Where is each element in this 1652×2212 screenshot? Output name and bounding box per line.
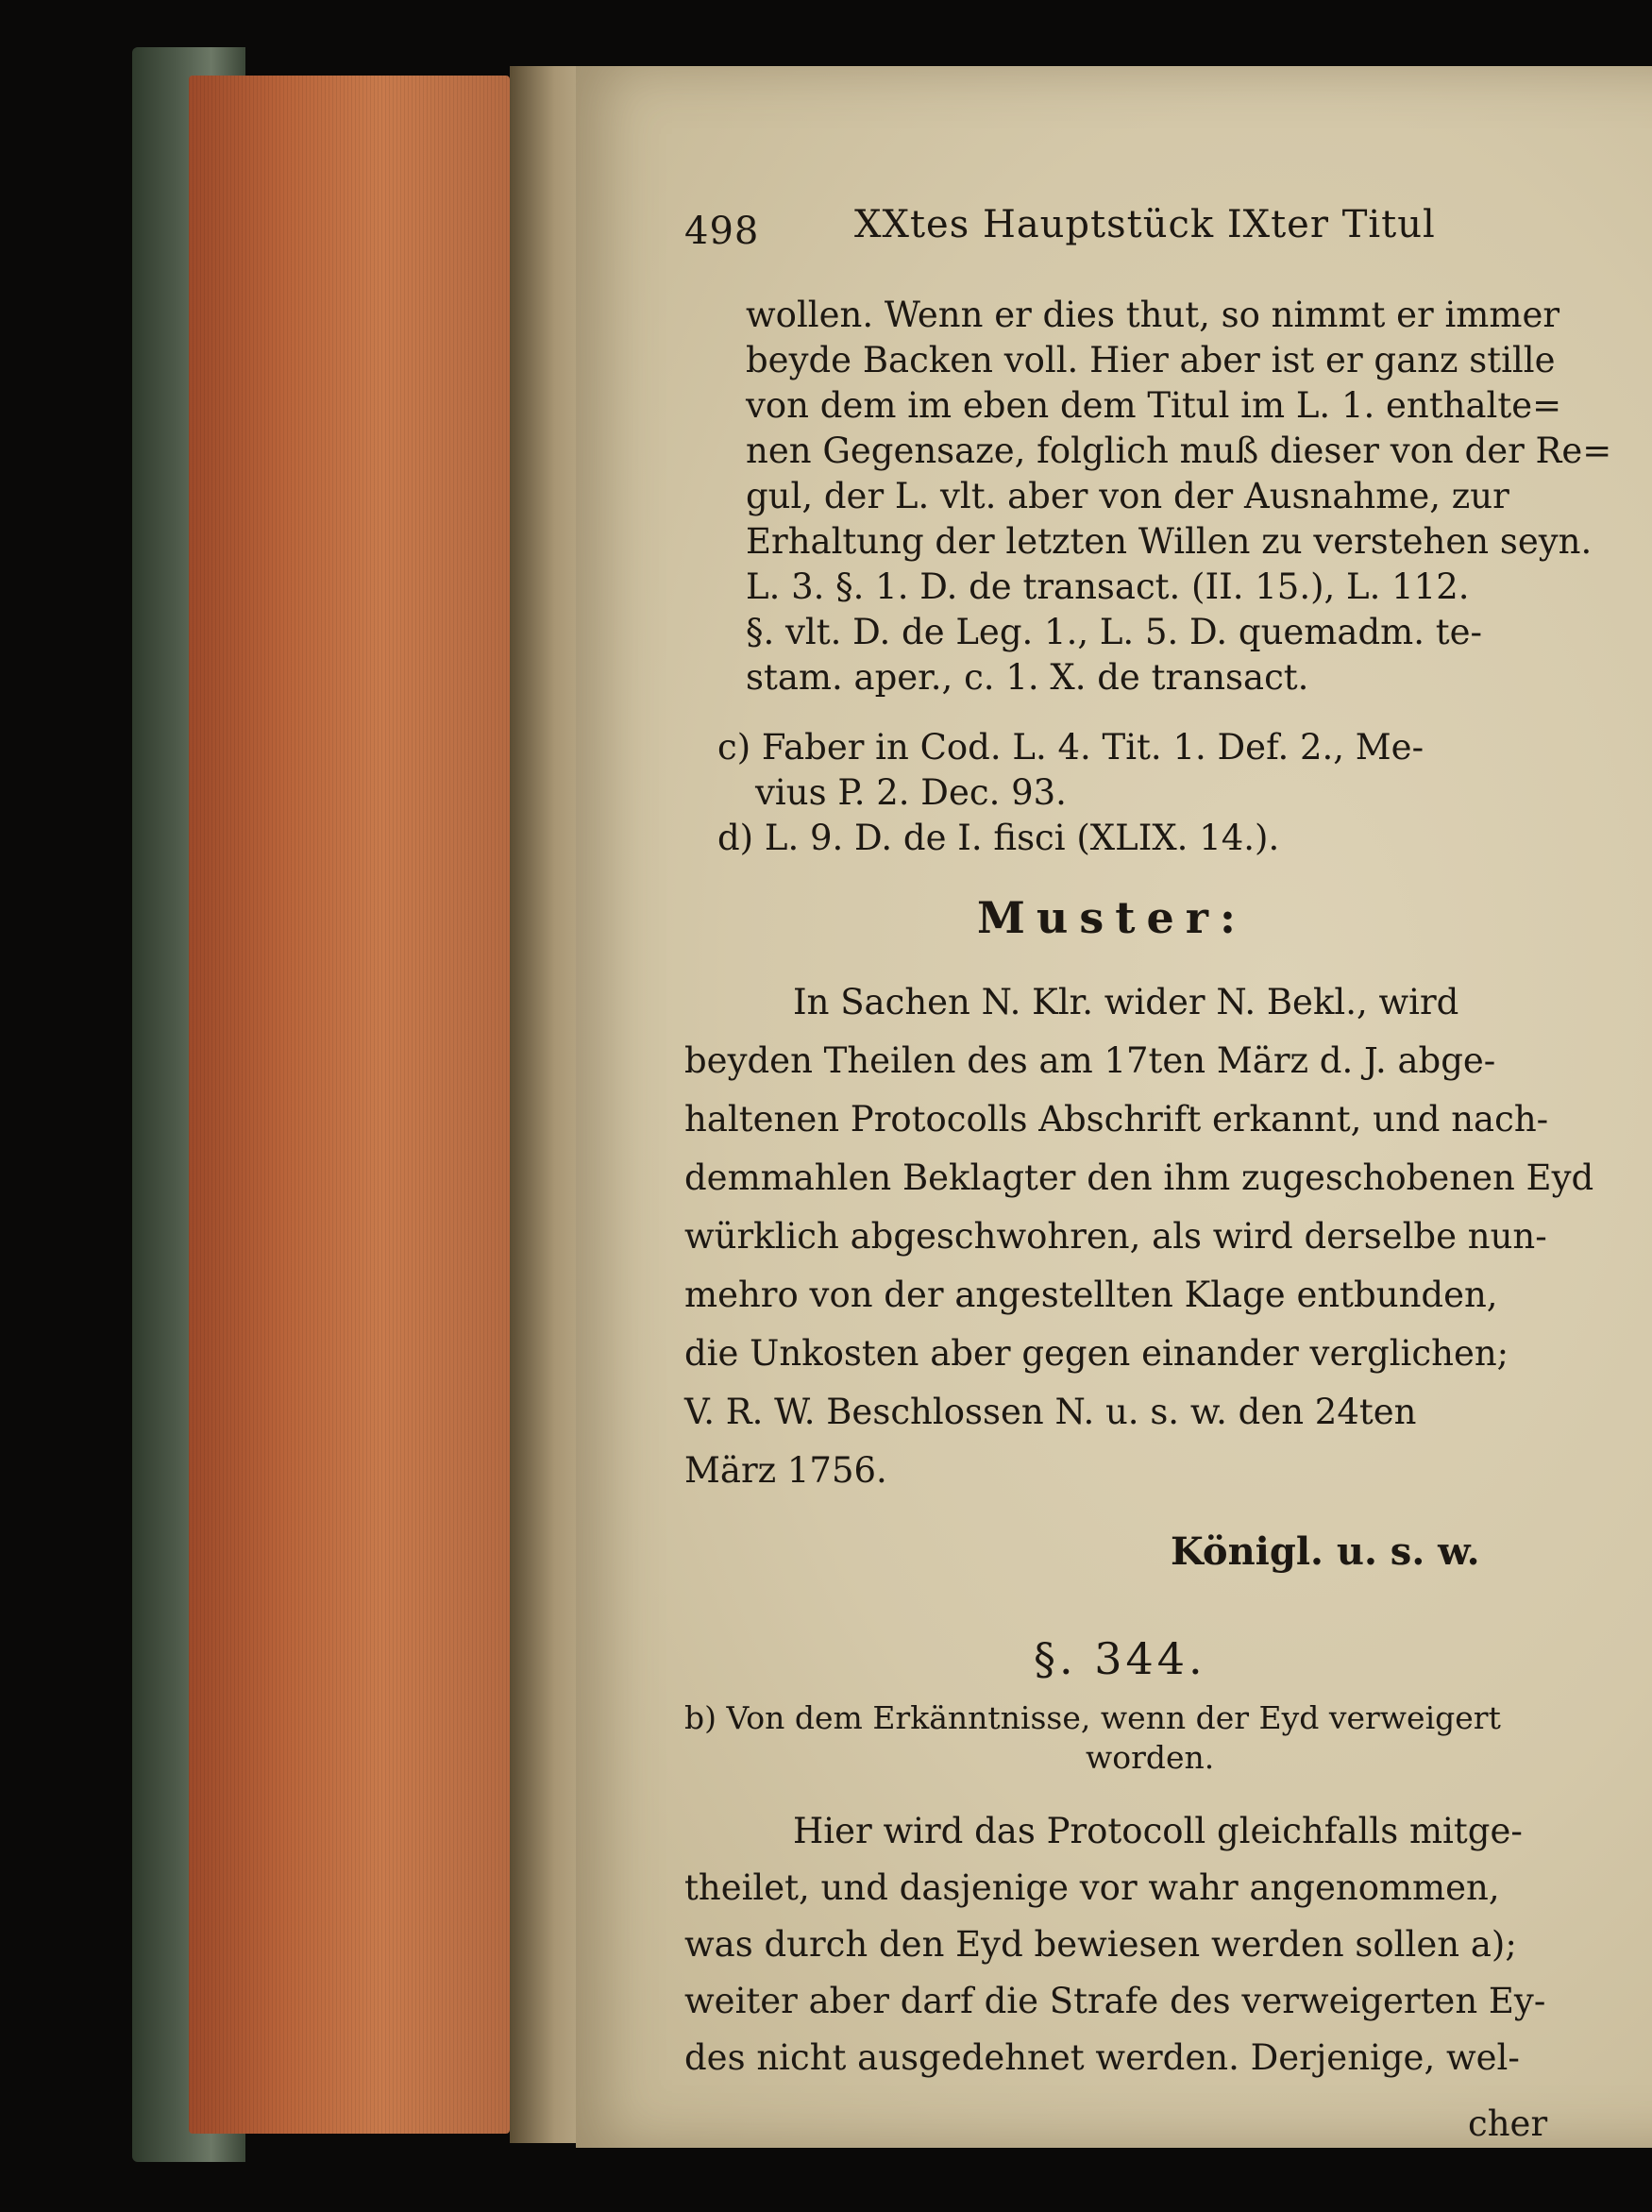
muster-line: mehro von der angestellten Klage entbunden, <box>684 1275 1498 1315</box>
paragraph2-line: des nicht ausgedehnet werden. Derjenige, wel- <box>684 2037 1520 2078</box>
section-subtitle-line: b) Von dem Erkänntnisse, wenn der Eyd verweigert <box>684 1699 1501 1736</box>
muster-line: beyden Theilen des am 17ten März d. J. abge- <box>684 1040 1496 1081</box>
paragraph1-line: §. vlt. D. de Leg. 1., L. 5. D. quemadm. te- <box>746 612 1482 652</box>
section-number: §. 344. <box>1034 1633 1206 1684</box>
catchword: cher <box>1468 2103 1548 2144</box>
paragraph1-line: Erhaltung der letzten Willen zu verstehen seyn. <box>746 521 1593 562</box>
paragraph1-line: von dem im eben dem Titul im L. 1. enthalte= <box>746 385 1562 426</box>
footnote-line: vius P. 2. Dec. 93. <box>755 772 1067 813</box>
paragraph1-line: wollen. Wenn er dies thut, so nimmt er immer <box>746 295 1560 335</box>
page-number: 498 <box>684 210 760 253</box>
paragraph1-line: L. 3. §. 1. D. de transact. (II. 15.), L. 112. <box>746 566 1470 607</box>
section-subtitle-line: worden. <box>1086 1739 1215 1776</box>
paragraph2-line: theilet, und dasjenige vor wahr angenommen, <box>684 1867 1500 1908</box>
footnote-line: c) Faber in Cod. L. 4. Tit. 1. Def. 2., Me- <box>717 727 1424 768</box>
running-title: XXtes Hauptstück IXter Titul <box>854 203 1436 246</box>
muster-line: würklich abgeschwohren, als wird derselbe nun- <box>684 1216 1547 1257</box>
footnote-line: d) L. 9. D. de I. fisci (XLIX. 14.). <box>717 818 1280 858</box>
paragraph1-line: gul, der L. vlt. aber von der Ausnahme, zur <box>746 476 1509 516</box>
paragraph2-line: was durch den Eyd bewiesen werden sollen a); <box>684 1924 1517 1965</box>
paragraph1-line: stam. aper., c. 1. X. de transact. <box>746 657 1309 698</box>
muster-line: demmahlen Beklagter den ihm zugeschobenen Eyd <box>684 1157 1594 1198</box>
paragraph2-line: weiter aber darf die Strafe des verweigerten Ey- <box>684 1981 1546 2021</box>
muster-heading: Muster: <box>977 892 1247 943</box>
signature: Königl. u. s. w. <box>1171 1529 1480 1574</box>
paragraph1-line: nen Gegensaze, folglich muß dieser von der Re= <box>746 431 1612 471</box>
muster-line: März 1756. <box>684 1450 887 1491</box>
muster-line: die Unkosten aber gegen einander verglichen; <box>684 1333 1509 1374</box>
muster-line: V. R. W. Beschlossen N. u. s. w. den 24ten <box>684 1392 1417 1432</box>
paragraph2-line: Hier wird das Protocoll gleichfalls mitge- <box>793 1811 1523 1851</box>
paragraph1-line: beyde Backen voll. Hier aber ist er ganz stille <box>746 340 1556 380</box>
page-edges <box>189 76 510 2134</box>
muster-line: In Sachen N. Klr. wider N. Bekl., wird <box>793 982 1459 1022</box>
muster-line: haltenen Protocolls Abschrift erkannt, und nach- <box>684 1099 1549 1140</box>
